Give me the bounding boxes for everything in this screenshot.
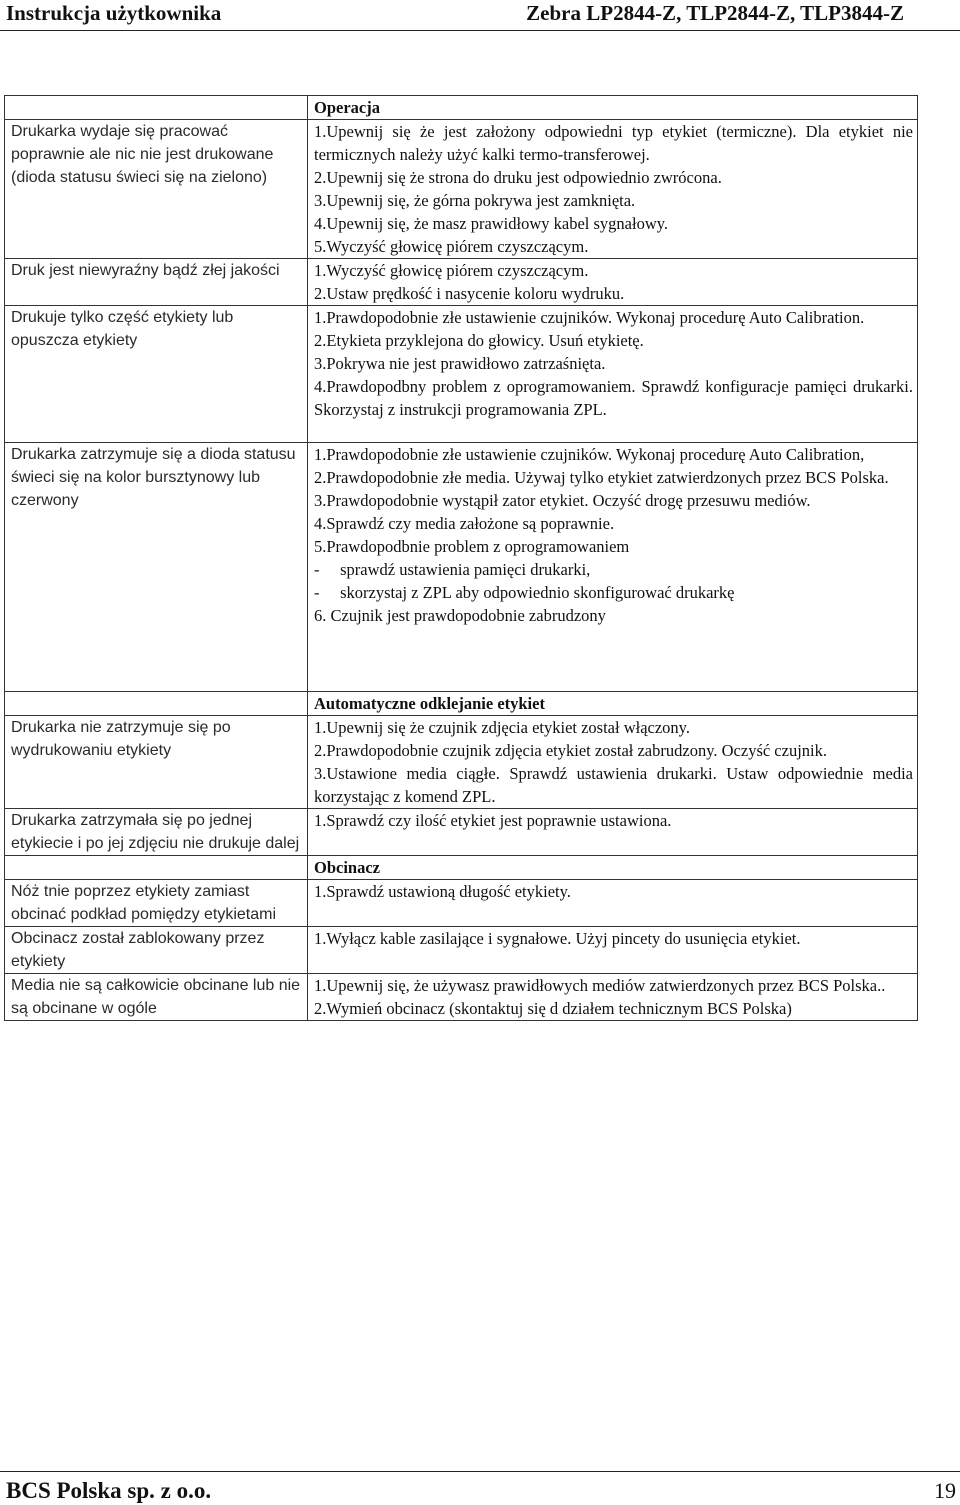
solution-cell [308,880,918,927]
problem-cell: Drukuje tylko część etykiety lub opuszcza etykiety [5,306,308,443]
table-row [5,120,918,259]
solution-step: 3.Upewnij się, że górna pokrywa jest zamknięta. [314,191,636,210]
table-row [5,974,918,1021]
problem-cell: Media nie są całkowicie obcinane lub nie są obcinane w ogóle [5,974,308,1021]
solution-step: 1.Sprawdź czy ilość etykiet jest poprawnie ustawiona. [314,811,672,830]
page-number: 19 [934,1478,956,1503]
problem-cell: Drukarka nie zatrzymuje się po wydrukowaniu etykiety [5,716,308,809]
table-row [5,96,918,120]
problem-cell: Drukarka zatrzymuje się a dioda statusu świeci się na kolor bursztynowy lub czerwony [5,443,308,692]
solution-cell [308,809,918,856]
solution-cell [308,927,918,974]
solution-cell [308,259,918,306]
solution-cell [308,120,918,259]
solution-step: 1.Wyczyść głowicę piórem czyszczącym. [314,261,589,280]
solution-step: 1.Upewnij się że czujnik zdjęcia etykiet został włączony. [314,718,690,737]
table-row [5,809,918,856]
table-row [5,306,918,443]
manual-title: Instrukcja użytkownika [6,1,222,25]
solution-step: 2.Etykieta przyklejona do głowicy. Usuń etykietę. [314,331,644,350]
section-heading-odklejanie: Automatyczne odklejanie etykiet [308,692,918,716]
header-rule [0,30,960,31]
section-heading-operacja: Operacja [308,96,918,120]
solution-step: 3.Pokrywa nie jest prawidłowo zatrzaśnięta. [314,354,606,373]
solution-step: 2.Prawdopodobnie złe media. Używaj tylko etykiet zatwierdzonych przez BCS Polska. [314,468,889,487]
problem-cell [5,856,308,880]
table-row [5,880,918,927]
solution-step: 3.Prawdopodobnie wystąpił zator etykiet. Oczyść drogę przesuwu mediów. [314,491,811,510]
solution-step: 3.Ustawione media ciągłe. Sprawdź ustawienia drukarki. Ustaw odpowiednie media korzystając z komend ZPL. [314,764,913,806]
solution-step: 1.Sprawdź ustawioną długość etykiety. [314,882,571,901]
solution-step: 1.Prawdopodobnie złe ustawienie czujników. Wykonaj procedurę Auto Calibration, [314,445,865,464]
table-row [5,927,918,974]
solution-cell [308,306,918,443]
table-row [5,716,918,809]
table-row [5,692,918,716]
page-header [0,0,960,30]
problem-cell [5,692,308,716]
solution-step: 4.Upewnij się, że masz prawidłowy kabel sygnałowy. [314,214,669,233]
solution-step: 1.Upewnij się, że używasz prawidłowych mediów zatwierdzonych przez BCS Polska.. [314,976,886,995]
problem-cell: Obcinacz został zablokowany przez etykiety [5,927,308,974]
company-name: BCS Polska sp. z o.o. [6,1478,212,1503]
solution-cell [308,443,918,692]
solution-step: 5.Wyczyść głowicę piórem czyszczącym. [314,237,589,256]
solution-step: 4.Sprawdź czy media założone są poprawnie. [314,514,615,533]
table-row [5,259,918,306]
solution-step: 5.Prawdopodbnie problem z oprogramowaniem [314,537,630,556]
solution-step: 1.Wyłącz kable zasilające i sygnałowe. Użyj pincety do usunięcia etykiet. [314,929,801,948]
problem-cell [5,96,308,120]
problem-cell: Drukarka zatrzymała się po jednej etykiecie i po jej zdjęciu nie drukuje dalej [5,809,308,856]
printer-models: Zebra LP2844-Z, TLP2844-Z, TLP3844-Z [526,1,904,25]
solution-cell [308,716,918,809]
solution-step: 4.Prawdopodbny problem z oprogramowaniem. Sprawdź konfiguracje pamięci drukarki. Skorzystaj z instrukcji programowania ZPL. [314,377,913,419]
problem-cell: Nóż tnie poprzez etykiety zamiast obcinać podkład pomiędzy etykietami [5,880,308,927]
table-row [5,443,918,692]
troubleshooting-table [4,95,918,1021]
table-row [5,856,918,880]
solution-cell [308,974,918,1021]
problem-cell: Drukarka wydaje się pracować poprawnie ale nic nie jest drukowane (dioda statusu świeci się na zielono) [5,120,308,259]
solution-substep: - skorzystaj z ZPL aby odpowiednio skonfigurować drukarkę [314,583,735,602]
solution-step: 1.Upewnij się że jest założony odpowiedni typ etykiet (termiczne). Dla etykiet nie termicznych należy użyć kalki termo-transferowej. [314,122,913,164]
section-heading-obcinacz: Obcinacz [308,856,918,880]
solution-step: 2.Prawdopodobnie czujnik zdjęcia etykiet został zabrudzony. Oczyść czujnik. [314,741,827,760]
solution-step: 2.Ustaw prędkość i nasycenie koloru wydruku. [314,284,625,303]
footer-rule [0,1471,960,1472]
solution-step: 1.Prawdopodobnie złe ustawienie czujników. Wykonaj procedurę Auto Calibration. [314,308,865,327]
solution-step: 6. Czujnik jest prawdopodobnie zabrudzony [314,606,606,625]
solution-substep: - sprawdź ustawienia pamięci drukarki, [314,560,591,579]
problem-cell: Druk jest niewyraźny bądź złej jakości [5,259,308,306]
solution-step: 2.Upewnij się że strona do druku jest odpowiednio zwrócona. [314,168,722,187]
solution-step: 2.Wymień obcinacz (skontaktuj się d działem technicznym BCS Polska) [314,999,792,1018]
